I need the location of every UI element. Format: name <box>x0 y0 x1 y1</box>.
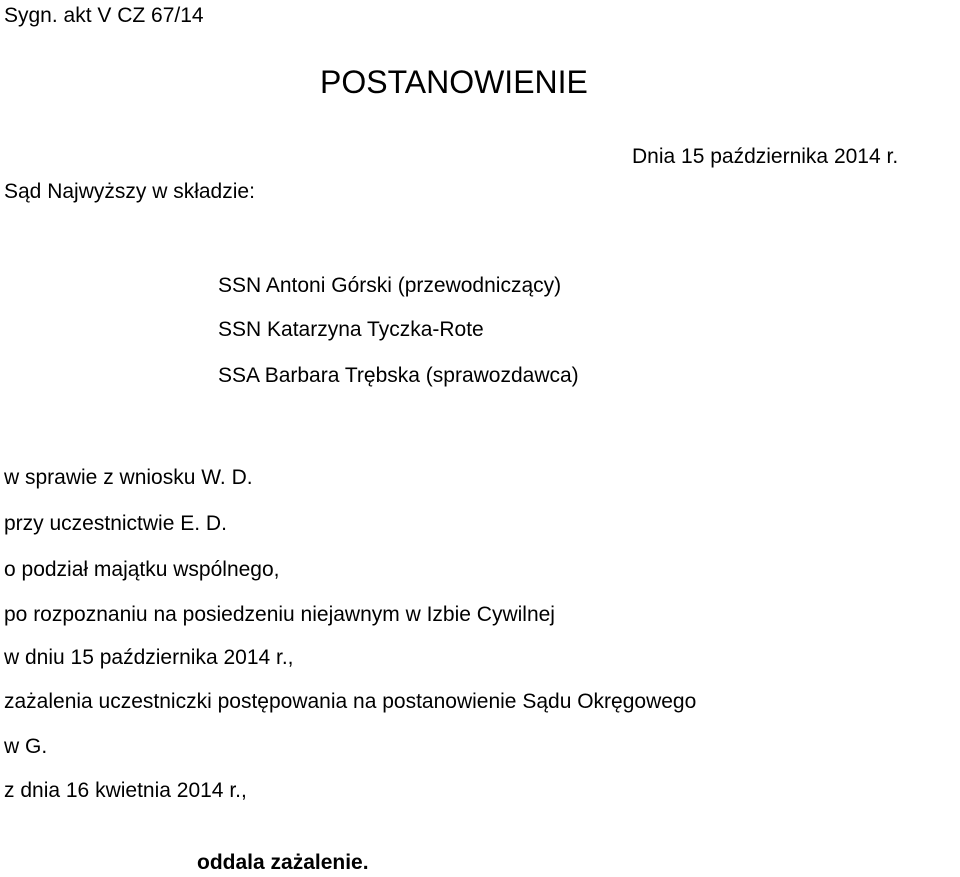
hearing-date: w dniu 15 października 2014 r., <box>4 646 294 669</box>
complaint-decision-date: z dnia 16 kwietnia 2014 r., <box>4 779 247 802</box>
case-subject: o podział majątku wspólnego, <box>4 558 280 581</box>
document-date: Dnia 15 października 2014 r. <box>632 145 899 168</box>
complaint-court-location: w G. <box>4 735 48 758</box>
panel-member: SSN Katarzyna Tyczka-Rote <box>218 318 484 341</box>
complaint-description: zażalenia uczestniczki postępowania na postanowienie Sądu Okręgowego <box>4 690 697 713</box>
case-signature: Sygn. akt V CZ 67/14 <box>4 4 204 27</box>
case-participant: przy uczestnictwie E. D. <box>4 512 227 535</box>
document-title: POSTANOWIENIE <box>320 64 588 100</box>
case-applicant: w sprawie z wniosku W. D. <box>4 466 253 489</box>
hearing-info: po rozpoznaniu na posiedzeniu niejawnym w Izbie Cywilnej <box>4 603 555 626</box>
ruling: oddala zażalenie. <box>197 851 369 874</box>
panel-member-presiding: SSN Antoni Górski (przewodniczący) <box>218 274 562 297</box>
panel-member-rapporteur: SSA Barbara Trębska (sprawozdawca) <box>218 364 579 387</box>
court-composition-label: Sąd Najwyższy w składzie: <box>4 180 255 203</box>
